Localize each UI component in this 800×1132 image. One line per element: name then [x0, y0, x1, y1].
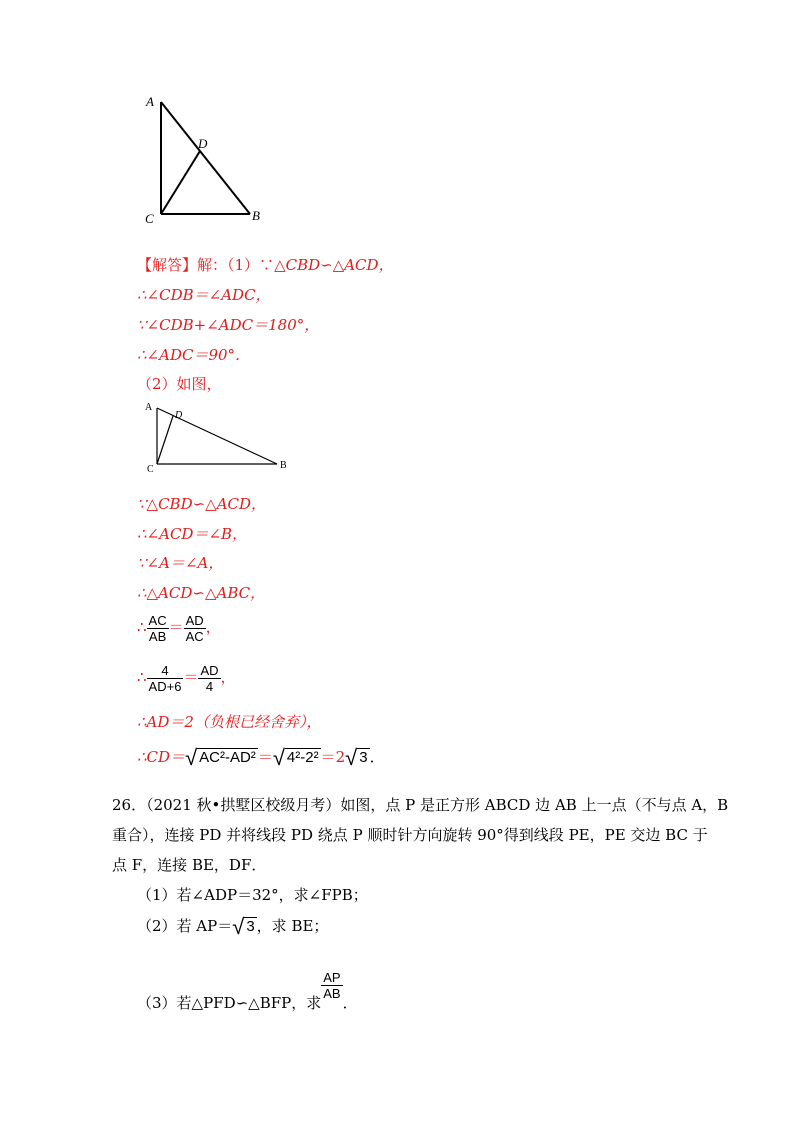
question-1: （1）若∠ADP＝32°，求∠FPB；: [137, 886, 368, 904]
solution-part-2: （2）如图，: [137, 375, 222, 393]
solution-line-11: ∴AD＝2（负根已经舍弃），: [137, 713, 322, 731]
problem-stem-line-3: 点 F，连接 BE，DF．: [112, 856, 267, 874]
solution-line-4: ∴∠ADC＝90°．: [137, 346, 251, 364]
solution-line-7: ∵∠A＝∠A，: [137, 554, 224, 572]
solution-tag: 【解答】: [137, 256, 198, 274]
problem-stem-line-1: 26．（2021 秋•拱墅区校级月考）如图，点 P 是正方形 ABCD 边 AB 上一点（不与点 A，B: [112, 796, 729, 814]
fraction-ad-ac: $\frac{AD}{AC}$: [185, 612, 204, 644]
label-D: D: [198, 136, 208, 151]
triangle-figure-1: [140, 90, 280, 230]
triangle-figure-2: [140, 398, 300, 478]
question-3: （3）若△PFD∽△BFP，求 $\frac{AP}{AB}$ ．: [137, 970, 358, 1012]
solution-line-5: ∵△CBD∽△ACD，: [137, 495, 267, 513]
label-C: C: [145, 211, 154, 226]
fraction-ac-ab: $\frac{AC}{AB}$: [148, 612, 167, 644]
solution-line-6: ∴∠ACD＝∠B，: [137, 525, 248, 543]
label-A2: A: [145, 402, 153, 413]
question-2: （2）若 AP＝√ 3 ，求 BE；: [137, 914, 329, 939]
problem-number: 26．: [112, 796, 147, 814]
solution-line-8: ∴△ACD∽△ABC，: [137, 584, 266, 602]
solution-line-3: ∵∠CDB+∠ADC＝180°，: [137, 316, 320, 334]
radical-ac-ad: √ AC²-AD²: [185, 745, 256, 770]
label-C2: C: [147, 464, 154, 475]
label-B: B: [252, 208, 260, 223]
solution-line-9: ∴ $\frac{AC}{AB}$ ＝ $\frac{AD}{AC}$ ，: [137, 612, 221, 644]
problem-stem-line-2: 重合），连接 PD 并将线段 PD 绕点 P 顺时针方向旋转 90°得到线段 PE，PE 交边 BC 于: [112, 826, 708, 844]
label-A: A: [146, 94, 154, 109]
solution-line-10: ∴ $\frac{4}{AD+6}$ ＝ $\frac{AD}{4}$ ，: [137, 662, 236, 694]
fraction-4-ad6: $\frac{4}{AD+6}$: [148, 662, 182, 694]
radical-3: √ 3: [345, 745, 368, 770]
fraction-ad-4: $\frac{AD}{4}$: [200, 662, 219, 694]
label-D2: D: [175, 410, 183, 421]
radical-4-2: √ 4²-2²: [272, 745, 319, 770]
solution-line-2: ∴∠CDB＝∠ADC，: [137, 286, 271, 304]
solution-line-12: ∴CD＝√ AC²-AD² ＝√ 4²-2² ＝2√ 3 ．: [137, 745, 385, 770]
solution-line-1: 【解答】解：（1）∵△CBD∽△ACD，: [137, 256, 394, 274]
fraction-ap-ab: $\frac{AP}{AB}$: [323, 970, 341, 1001]
radical-q2: √ 3: [232, 914, 255, 939]
label-B2: B: [280, 460, 287, 471]
